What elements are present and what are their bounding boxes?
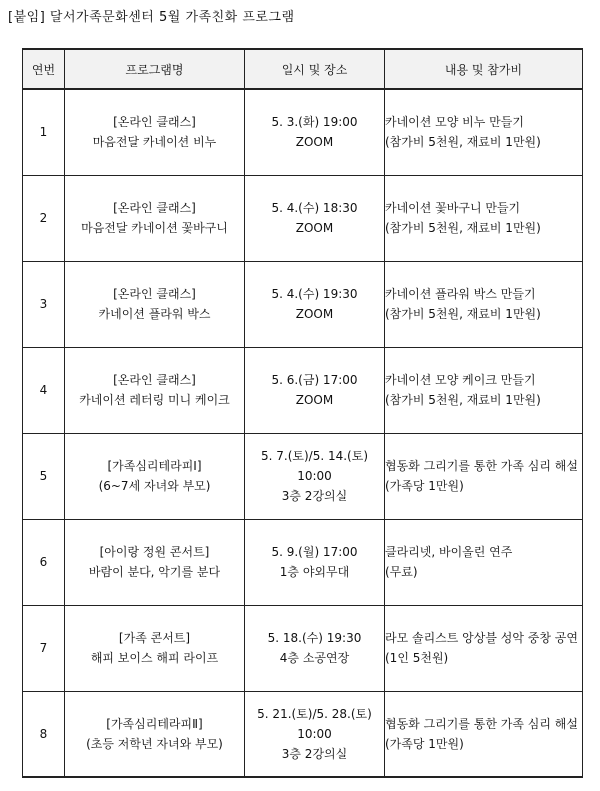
header-no: 연번	[23, 49, 65, 89]
date-and-place-cell	[245, 261, 385, 347]
date-and-place-line: 5. 6.(금) 17:00	[271, 373, 358, 387]
row-number: 6	[23, 519, 65, 605]
date-and-place-line: 10:00	[297, 726, 332, 741]
table-row	[23, 691, 583, 777]
date-and-place-cell	[245, 89, 385, 175]
date-and-place-line: 4층 소공연장	[279, 651, 350, 665]
date-and-place-line: 5. 3.(화) 19:00	[271, 115, 358, 130]
content-and-fee-line: 카네이션 꽃바구니 만들기	[385, 201, 521, 215]
date-and-place-cell	[245, 347, 385, 433]
date-and-place-line: 5. 18.(수) 19:30	[267, 631, 362, 645]
content-and-fee-cell	[385, 691, 583, 777]
header-when: 일시 및 장소	[245, 49, 385, 89]
row-number: 1	[23, 89, 65, 175]
program-name-cell	[65, 433, 245, 519]
date-and-place-cell	[245, 519, 385, 605]
content-and-fee-cell	[385, 261, 583, 347]
date-and-place-line: 5. 21.(토)/5. 28.(토)	[257, 706, 372, 721]
date-and-place-line: 3층 2강의실	[281, 746, 348, 761]
content-and-fee-line: (참가비 5천원, 재료비 1만원)	[385, 221, 541, 235]
date-and-place-line: 5. 9.(월) 17:00	[271, 545, 358, 559]
date-and-place-cell	[245, 433, 385, 519]
content-and-fee-line: (가족당 1만원)	[385, 479, 464, 493]
program-name-line: [온라인 클래스]	[113, 201, 196, 215]
program-table	[22, 48, 583, 778]
program-name-line: 카네이션 레터링 미니 케이크	[79, 393, 230, 407]
content-and-fee-cell	[385, 605, 583, 691]
program-name-line: [가족 콘서트]	[118, 631, 191, 645]
table-row	[23, 175, 583, 261]
row-number: 8	[23, 691, 65, 777]
program-name-line: [아이랑 정원 콘서트]	[99, 545, 210, 559]
content-and-fee-line: 라모 솔리스트 앙상블 성악 중창 공연	[385, 631, 578, 645]
program-name-cell	[65, 261, 245, 347]
program-name-line: 마음전달 카네이션 비누	[92, 135, 217, 150]
content-and-fee-line: 협동화 그리기를 통한 가족 심리 해설	[385, 716, 578, 731]
date-and-place-line: ZOOM	[295, 221, 334, 235]
row-number: 4	[23, 347, 65, 433]
content-and-fee-line: (참가비 5천원, 재료비 1만원)	[385, 307, 541, 321]
table-row	[23, 519, 583, 605]
date-and-place-line: ZOOM	[295, 393, 334, 407]
content-and-fee-line: (가족당 1만원)	[385, 736, 464, 751]
date-and-place-line: 10:00	[297, 469, 332, 483]
program-name-cell	[65, 691, 245, 777]
content-and-fee-line: 협동화 그리기를 통한 가족 심리 해설	[385, 459, 578, 473]
program-name-line: 마음전달 카네이션 꽃바구니	[81, 221, 228, 235]
content-and-fee-cell	[385, 519, 583, 605]
content-and-fee-line: 클라리넷, 바이올린 연주	[385, 545, 513, 559]
date-and-place-cell	[245, 691, 385, 777]
header-program: 프로그램명	[65, 49, 245, 89]
content-and-fee-line: 카네이션 모양 비누 만들기	[385, 115, 524, 130]
row-number: 7	[23, 605, 65, 691]
program-name-line: [가족심리테라피Ⅱ]	[106, 716, 203, 731]
content-and-fee-cell	[385, 433, 583, 519]
content-and-fee-line: (참가비 5천원, 재료비 1만원)	[385, 393, 541, 407]
content-and-fee-cell	[385, 347, 583, 433]
date-and-place-line: ZOOM	[295, 307, 334, 321]
date-and-place-cell	[245, 175, 385, 261]
date-and-place-line: 1층 야외무대	[279, 565, 350, 579]
program-name-line: 카네이션 플라워 박스	[98, 307, 211, 321]
program-name-line: (6~7세 자녀와 부모)	[98, 479, 211, 493]
program-name-line: (초등 저학년 자녀와 부모)	[86, 736, 223, 751]
program-name-line: [온라인 클래스]	[113, 287, 196, 301]
row-number: 5	[23, 433, 65, 519]
table-row	[23, 605, 583, 691]
document-title: [붙임] 달서가족문화센터 5월 가족친화 프로그램	[8, 10, 295, 25]
program-name-cell	[65, 89, 245, 175]
program-name-cell	[65, 519, 245, 605]
date-and-place-line: 3층 2강의실	[281, 489, 348, 503]
content-and-fee-cell	[385, 89, 583, 175]
program-name-line: [온라인 클래스]	[113, 115, 196, 130]
date-and-place-line: ZOOM	[295, 135, 334, 150]
program-name-cell	[65, 605, 245, 691]
row-number: 2	[23, 175, 65, 261]
table-row	[23, 261, 583, 347]
program-name-cell	[65, 175, 245, 261]
content-and-fee-line: (무료)	[385, 565, 418, 579]
program-name-line: 해피 보이스 해피 라이프	[90, 651, 219, 665]
row-number: 3	[23, 261, 65, 347]
table-header-row	[23, 49, 583, 89]
content-and-fee-cell	[385, 175, 583, 261]
date-and-place-line: 5. 4.(수) 18:30	[271, 201, 358, 215]
content-and-fee-line: 카네이션 플라워 박스 만들기	[385, 287, 536, 301]
content-and-fee-line: (참가비 5천원, 재료비 1만원)	[385, 135, 541, 150]
content-and-fee-line: 카네이션 모양 케이크 만들기	[385, 373, 536, 387]
date-and-place-line: 5. 7.(토)/5. 14.(토)	[260, 449, 368, 463]
table-row	[23, 89, 583, 175]
date-and-place-cell	[245, 605, 385, 691]
content-and-fee-line: (1인 5천원)	[385, 651, 449, 665]
date-and-place-line: 5. 4.(수) 19:30	[271, 287, 358, 301]
program-name-line: [온라인 클래스]	[113, 373, 196, 387]
program-name-line: [가족심리테라피Ⅰ]	[107, 459, 202, 473]
program-name-line: 바람이 분다, 악기를 분다	[88, 565, 221, 579]
header-desc: 내용 및 참가비	[385, 49, 583, 89]
table-row	[23, 347, 583, 433]
program-name-cell	[65, 347, 245, 433]
table-row	[23, 433, 583, 519]
